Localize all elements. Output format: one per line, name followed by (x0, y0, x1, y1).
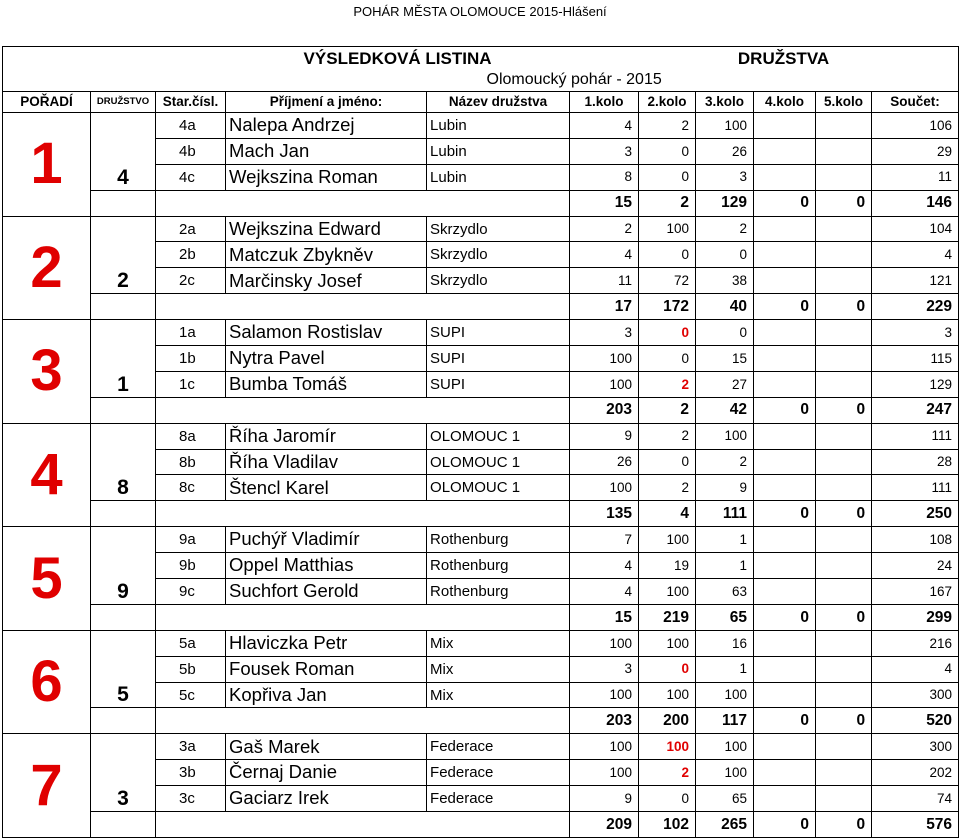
sum-round-1: 17 (570, 294, 639, 320)
round-1-score: 26 (570, 449, 639, 475)
round-4-score (754, 527, 816, 553)
round-3-score: 16 (696, 630, 754, 656)
header-name: Příjmení a jméno: (226, 92, 427, 113)
round-4-score (754, 579, 816, 605)
team-sum-row (3, 812, 959, 838)
team-number: 8 (91, 423, 156, 501)
sum-round-5: 0 (816, 708, 872, 734)
team-rank: 3 (3, 320, 91, 424)
team-sum-row (3, 501, 959, 527)
round-2-score: 2 (639, 475, 696, 501)
player-total: 104 (872, 216, 959, 242)
round-2-score: 100 (639, 216, 696, 242)
sum-round-3: 265 (696, 812, 754, 838)
start-number: 1c (156, 371, 226, 397)
team-name: OLOMOUC 1 (427, 423, 570, 449)
team-number: 5 (91, 630, 156, 708)
results-table (2, 46, 959, 838)
round-3-score: 38 (696, 268, 754, 294)
round-2-score: 0 (639, 449, 696, 475)
sum-round-4: 0 (754, 397, 816, 423)
round-4-score (754, 242, 816, 268)
start-number: 2a (156, 216, 226, 242)
team-name: Lubin (427, 164, 570, 190)
sum-round-5: 0 (816, 397, 872, 423)
round-5-score (816, 475, 872, 501)
round-5-score (816, 268, 872, 294)
team-name: Federace (427, 760, 570, 786)
round-2-score: 2 (639, 371, 696, 397)
player-name: Štencl Karel (226, 475, 427, 501)
player-total: 108 (872, 527, 959, 553)
team-name: Rothenburg (427, 553, 570, 579)
team-sum-row (3, 708, 959, 734)
player-row (3, 113, 959, 139)
round-1-score: 4 (570, 242, 639, 268)
round-3-score: 100 (696, 423, 754, 449)
round-1-score: 100 (570, 682, 639, 708)
round-2-score: 2 (639, 423, 696, 449)
header-row (3, 92, 959, 113)
round-2-score: 0 (639, 242, 696, 268)
sum-total: 146 (872, 190, 959, 216)
team-rank: 6 (3, 630, 91, 734)
start-number: 9c (156, 579, 226, 605)
round-1-score: 2 (570, 216, 639, 242)
title-row (3, 47, 959, 70)
round-3-score: 100 (696, 760, 754, 786)
start-number: 8c (156, 475, 226, 501)
sum-round-1: 209 (570, 812, 639, 838)
round-2-score: 0 (639, 786, 696, 812)
player-row (3, 216, 959, 242)
header-team: DRUŽSTVO (91, 92, 156, 113)
team-name: Lubin (427, 138, 570, 164)
player-total: 28 (872, 449, 959, 475)
player-name: Salamon Rostislav (226, 320, 427, 346)
round-4-score (754, 320, 816, 346)
player-total: 106 (872, 113, 959, 139)
player-name: Mach Jan (226, 138, 427, 164)
round-3-score: 3 (696, 164, 754, 190)
player-name: Hlaviczka Petr (226, 630, 427, 656)
player-name: Nytra Pavel (226, 346, 427, 372)
start-number: 9b (156, 553, 226, 579)
round-5-score (816, 113, 872, 139)
round-3-score: 65 (696, 786, 754, 812)
round-5-score (816, 786, 872, 812)
start-number: 3a (156, 734, 226, 760)
team-rank: 5 (3, 527, 91, 631)
round-4-score (754, 138, 816, 164)
player-row (3, 320, 959, 346)
start-number: 8b (156, 449, 226, 475)
player-total: 29 (872, 138, 959, 164)
sum-round-2: 172 (639, 294, 696, 320)
team-name: OLOMOUC 1 (427, 449, 570, 475)
player-name: Gaciarz Irek (226, 786, 427, 812)
round-4-score (754, 656, 816, 682)
start-number: 5a (156, 630, 226, 656)
round-2-score: 2 (639, 760, 696, 786)
start-number: 8a (156, 423, 226, 449)
team-rank: 1 (3, 113, 91, 217)
round-1-score: 100 (570, 760, 639, 786)
round-5-score (816, 656, 872, 682)
round-4-score (754, 734, 816, 760)
player-total: 111 (872, 423, 959, 449)
round-3-score: 63 (696, 579, 754, 605)
round-5-score (816, 216, 872, 242)
sum-round-3: 117 (696, 708, 754, 734)
round-4-score (754, 113, 816, 139)
header-start: Star.čísl. (156, 92, 226, 113)
team-number: 3 (91, 734, 156, 812)
player-total: 300 (872, 734, 959, 760)
team-number: 2 (91, 216, 156, 294)
sum-round-5: 0 (816, 501, 872, 527)
round-1-score: 3 (570, 138, 639, 164)
team-rank: 2 (3, 216, 91, 320)
round-5-score (816, 527, 872, 553)
round-3-score: 0 (696, 320, 754, 346)
round-3-score: 0 (696, 242, 754, 268)
round-1-score: 9 (570, 786, 639, 812)
round-2-score: 72 (639, 268, 696, 294)
round-1-score: 100 (570, 734, 639, 760)
subtitle-row (3, 69, 959, 92)
team-name: Rothenburg (427, 579, 570, 605)
team-sum-row (3, 294, 959, 320)
team-name: Skrzydlo (427, 268, 570, 294)
sum-total: 247 (872, 397, 959, 423)
player-total: 115 (872, 346, 959, 372)
player-name: Wejkszina Roman (226, 164, 427, 190)
round-3-score: 100 (696, 682, 754, 708)
round-2-score: 100 (639, 630, 696, 656)
round-1-score: 4 (570, 579, 639, 605)
start-number: 3c (156, 786, 226, 812)
team-sum-row (3, 604, 959, 630)
round-2-score: 0 (639, 656, 696, 682)
round-2-score: 2 (639, 113, 696, 139)
player-total: 4 (872, 242, 959, 268)
team-name: Mix (427, 682, 570, 708)
sum-round-2: 200 (639, 708, 696, 734)
sum-round-4: 0 (754, 501, 816, 527)
sum-round-2: 4 (639, 501, 696, 527)
team-sum-row (3, 190, 959, 216)
sum-round-1: 15 (570, 604, 639, 630)
player-name: Fousek Roman (226, 656, 427, 682)
round-4-score (754, 630, 816, 656)
header-round-4: 4.kolo (754, 92, 816, 113)
round-5-score (816, 164, 872, 190)
round-4-score (754, 760, 816, 786)
player-total: 3 (872, 320, 959, 346)
player-row (3, 423, 959, 449)
team-name: OLOMOUC 1 (427, 475, 570, 501)
round-5-score (816, 553, 872, 579)
round-3-score: 2 (696, 216, 754, 242)
start-number: 2b (156, 242, 226, 268)
player-total: 4 (872, 656, 959, 682)
header-round-3: 3.kolo (696, 92, 754, 113)
sum-round-2: 2 (639, 190, 696, 216)
start-number: 3b (156, 760, 226, 786)
sum-round-3: 42 (696, 397, 754, 423)
sheet-subtitle: Olomoucký pohár - 2015 (486, 71, 662, 88)
player-name: Gaš Marek (226, 734, 427, 760)
sum-total: 250 (872, 501, 959, 527)
player-total: 300 (872, 682, 959, 708)
round-5-score (816, 760, 872, 786)
sum-round-5: 0 (816, 604, 872, 630)
player-name: Matczuk Zbykněv (226, 242, 427, 268)
sum-round-3: 129 (696, 190, 754, 216)
header-round-5: 5.kolo (816, 92, 872, 113)
round-1-score: 3 (570, 320, 639, 346)
sheet-title: VÝSLEDKOVÁ LISTINA (226, 47, 570, 70)
sum-total: 299 (872, 604, 959, 630)
sum-total: 576 (872, 812, 959, 838)
sum-round-2: 102 (639, 812, 696, 838)
team-name: SUPI (427, 320, 570, 346)
round-1-score: 7 (570, 527, 639, 553)
start-number: 4a (156, 113, 226, 139)
header-sum: Součet: (872, 92, 959, 113)
team-name: Federace (427, 786, 570, 812)
round-3-score: 1 (696, 527, 754, 553)
sum-round-4: 0 (754, 708, 816, 734)
round-1-score: 100 (570, 346, 639, 372)
sheet-title-right: DRUŽSTVA (696, 47, 872, 70)
player-name: Suchfort Gerold (226, 579, 427, 605)
round-4-score (754, 346, 816, 372)
round-2-score: 0 (639, 346, 696, 372)
sum-round-1: 203 (570, 397, 639, 423)
player-total: 121 (872, 268, 959, 294)
team-name: Mix (427, 656, 570, 682)
round-3-score: 26 (696, 138, 754, 164)
round-5-score (816, 371, 872, 397)
round-1-score: 11 (570, 268, 639, 294)
sum-total: 520 (872, 708, 959, 734)
round-1-score: 4 (570, 113, 639, 139)
round-4-score (754, 449, 816, 475)
player-row (3, 630, 959, 656)
team-name: Mix (427, 630, 570, 656)
round-2-score: 100 (639, 682, 696, 708)
sum-round-4: 0 (754, 812, 816, 838)
player-row (3, 527, 959, 553)
team-name: Skrzydlo (427, 242, 570, 268)
round-3-score: 9 (696, 475, 754, 501)
team-number: 4 (91, 113, 156, 191)
round-1-score: 4 (570, 553, 639, 579)
round-4-score (754, 216, 816, 242)
sum-round-5: 0 (816, 294, 872, 320)
player-total: 216 (872, 630, 959, 656)
round-3-score: 27 (696, 371, 754, 397)
sum-round-1: 15 (570, 190, 639, 216)
sum-total: 229 (872, 294, 959, 320)
round-1-score: 100 (570, 630, 639, 656)
player-name: Říha Vladilav (226, 449, 427, 475)
round-5-score (816, 320, 872, 346)
team-rank: 7 (3, 734, 91, 838)
sum-round-1: 203 (570, 708, 639, 734)
player-total: 202 (872, 760, 959, 786)
round-3-score: 100 (696, 734, 754, 760)
round-1-score: 3 (570, 656, 639, 682)
sum-round-2: 219 (639, 604, 696, 630)
start-number: 4b (156, 138, 226, 164)
round-3-score: 100 (696, 113, 754, 139)
sum-round-5: 0 (816, 812, 872, 838)
sum-round-3: 111 (696, 501, 754, 527)
header-round-1: 1.kolo (570, 92, 639, 113)
player-name: Říha Jaromír (226, 423, 427, 449)
round-4-score (754, 786, 816, 812)
round-4-score (754, 553, 816, 579)
round-4-score (754, 371, 816, 397)
team-sum-row (3, 397, 959, 423)
round-4-score (754, 682, 816, 708)
round-3-score: 2 (696, 449, 754, 475)
start-number: 2c (156, 268, 226, 294)
round-5-score (816, 242, 872, 268)
round-3-score: 15 (696, 346, 754, 372)
round-2-score: 0 (639, 138, 696, 164)
player-total: 24 (872, 553, 959, 579)
round-1-score: 8 (570, 164, 639, 190)
sum-round-5: 0 (816, 190, 872, 216)
round-4-score (754, 268, 816, 294)
round-3-score: 1 (696, 656, 754, 682)
team-name: Rothenburg (427, 527, 570, 553)
round-5-score (816, 449, 872, 475)
team-name: Lubin (427, 113, 570, 139)
player-total: 129 (872, 371, 959, 397)
player-name: Kopřiva Jan (226, 682, 427, 708)
sum-round-2: 2 (639, 397, 696, 423)
team-name: SUPI (427, 371, 570, 397)
round-3-score: 1 (696, 553, 754, 579)
player-total: 11 (872, 164, 959, 190)
player-name: Bumba Tomáš (226, 371, 427, 397)
player-name: Oppel Matthias (226, 553, 427, 579)
sum-round-1: 135 (570, 501, 639, 527)
start-number: 4c (156, 164, 226, 190)
team-name: Skrzydlo (427, 216, 570, 242)
team-name: Federace (427, 734, 570, 760)
round-4-score (754, 423, 816, 449)
round-1-score: 100 (570, 475, 639, 501)
player-total: 74 (872, 786, 959, 812)
round-2-score: 100 (639, 527, 696, 553)
start-number: 5b (156, 656, 226, 682)
player-name: Nalepa Andrzej (226, 113, 427, 139)
round-5-score (816, 579, 872, 605)
round-4-score (754, 475, 816, 501)
round-1-score: 100 (570, 371, 639, 397)
start-number: 1a (156, 320, 226, 346)
player-total: 111 (872, 475, 959, 501)
round-5-score (816, 682, 872, 708)
header-round-2: 2.kolo (639, 92, 696, 113)
player-name: Puchýř Vladimír (226, 527, 427, 553)
round-1-score: 9 (570, 423, 639, 449)
round-2-score: 19 (639, 553, 696, 579)
team-number: 9 (91, 527, 156, 605)
round-5-score (816, 346, 872, 372)
team-rank: 4 (3, 423, 91, 527)
player-total: 167 (872, 579, 959, 605)
round-5-score (816, 630, 872, 656)
header-rank: POŘADÍ (3, 92, 91, 113)
round-5-score (816, 138, 872, 164)
round-4-score (754, 164, 816, 190)
player-name: Marčinsky Josef (226, 268, 427, 294)
start-number: 9a (156, 527, 226, 553)
sum-round-3: 65 (696, 604, 754, 630)
sum-round-3: 40 (696, 294, 754, 320)
player-row (3, 734, 959, 760)
start-number: 5c (156, 682, 226, 708)
round-5-score (816, 423, 872, 449)
team-number: 1 (91, 320, 156, 398)
round-5-score (816, 734, 872, 760)
sum-round-4: 0 (754, 294, 816, 320)
start-number: 1b (156, 346, 226, 372)
round-2-score: 100 (639, 734, 696, 760)
sum-round-4: 0 (754, 190, 816, 216)
player-name: Wejkszina Edward (226, 216, 427, 242)
round-2-score: 0 (639, 320, 696, 346)
team-name: SUPI (427, 346, 570, 372)
round-2-score: 0 (639, 164, 696, 190)
round-2-score: 100 (639, 579, 696, 605)
sum-round-4: 0 (754, 604, 816, 630)
page-header: POHÁR MĚSTA OLOMOUCE 2015-Hlášení (353, 4, 607, 19)
player-name: Černaj Danie (226, 760, 427, 786)
header-club: Název družstva (427, 92, 570, 113)
